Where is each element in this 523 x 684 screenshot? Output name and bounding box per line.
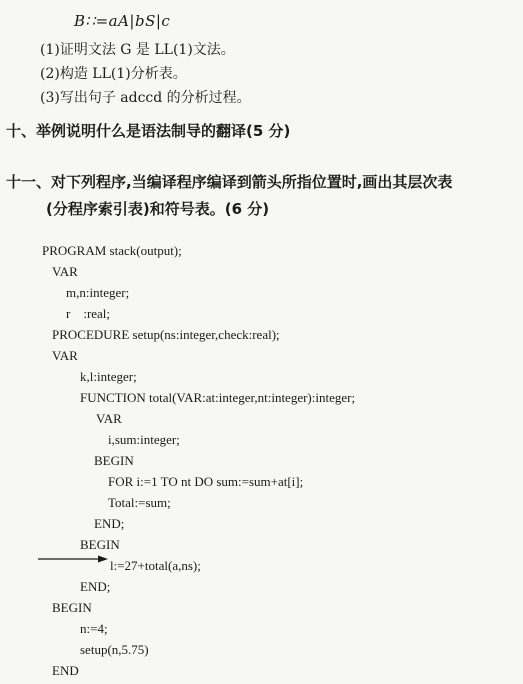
code-line-function: FUNCTION total(VAR:at:integer,nt:integer):integer;: [80, 390, 356, 405]
code-line-begin-main: BEGIN: [52, 600, 92, 615]
code-line-decl-r: r :real;: [66, 306, 111, 321]
code-line-for: FOR i:=1 TO nt DO sum:=sum+at[i];: [108, 474, 304, 489]
item-analysis-process: (3)写出句子 adccd 的分析过程。: [40, 90, 251, 106]
code-line-decl-kl: k,l:integer;: [80, 369, 137, 384]
code-line-var2: VAR: [52, 348, 78, 363]
code-line-arrowed-statement: l:=27+total(a,ns);: [110, 558, 201, 573]
question-10: 十、举例说明什么是语法制导的翻译(5 分): [6, 122, 291, 140]
code-line-assign-n: n:=4;: [80, 621, 108, 636]
code-line-end-proc: END;: [80, 579, 111, 594]
question-11-line2: (分程序索引表)和符号表。(6 分): [46, 200, 270, 218]
code-line-begin-func: BEGIN: [94, 453, 134, 468]
code-line-var3: VAR: [96, 411, 122, 426]
code-line-decl-mn: m,n:integer;: [66, 285, 130, 300]
code-line-var: VAR: [52, 264, 78, 279]
code-line-procedure: PROCEDURE setup(ns:integer,check:real);: [52, 327, 280, 342]
code-line-begin-proc: BEGIN: [80, 537, 120, 552]
code-line-end-main: END: [52, 663, 79, 678]
code-line-total-assign: Total:=sum;: [108, 495, 171, 510]
code-line-end-func: END;: [94, 516, 125, 531]
item-build-table: (2)构造 LL(1)分析表。: [40, 66, 187, 82]
pointer-arrow-icon: [38, 554, 108, 564]
code-line-call-setup: setup(n,5.75): [80, 642, 149, 657]
code-line-decl-isum: i,sum:integer;: [108, 432, 180, 447]
code-line-program: PROGRAM stack(output);: [42, 243, 182, 258]
grammar-production: B∷=aA|bS|c: [74, 12, 171, 30]
item-prove-ll1: (1)证明文法 G 是 LL(1)文法。: [40, 42, 235, 58]
question-11-line1: 十一、对下列程序,当编译程序编译到箭头所指位置时,画出其层次表: [6, 173, 453, 191]
